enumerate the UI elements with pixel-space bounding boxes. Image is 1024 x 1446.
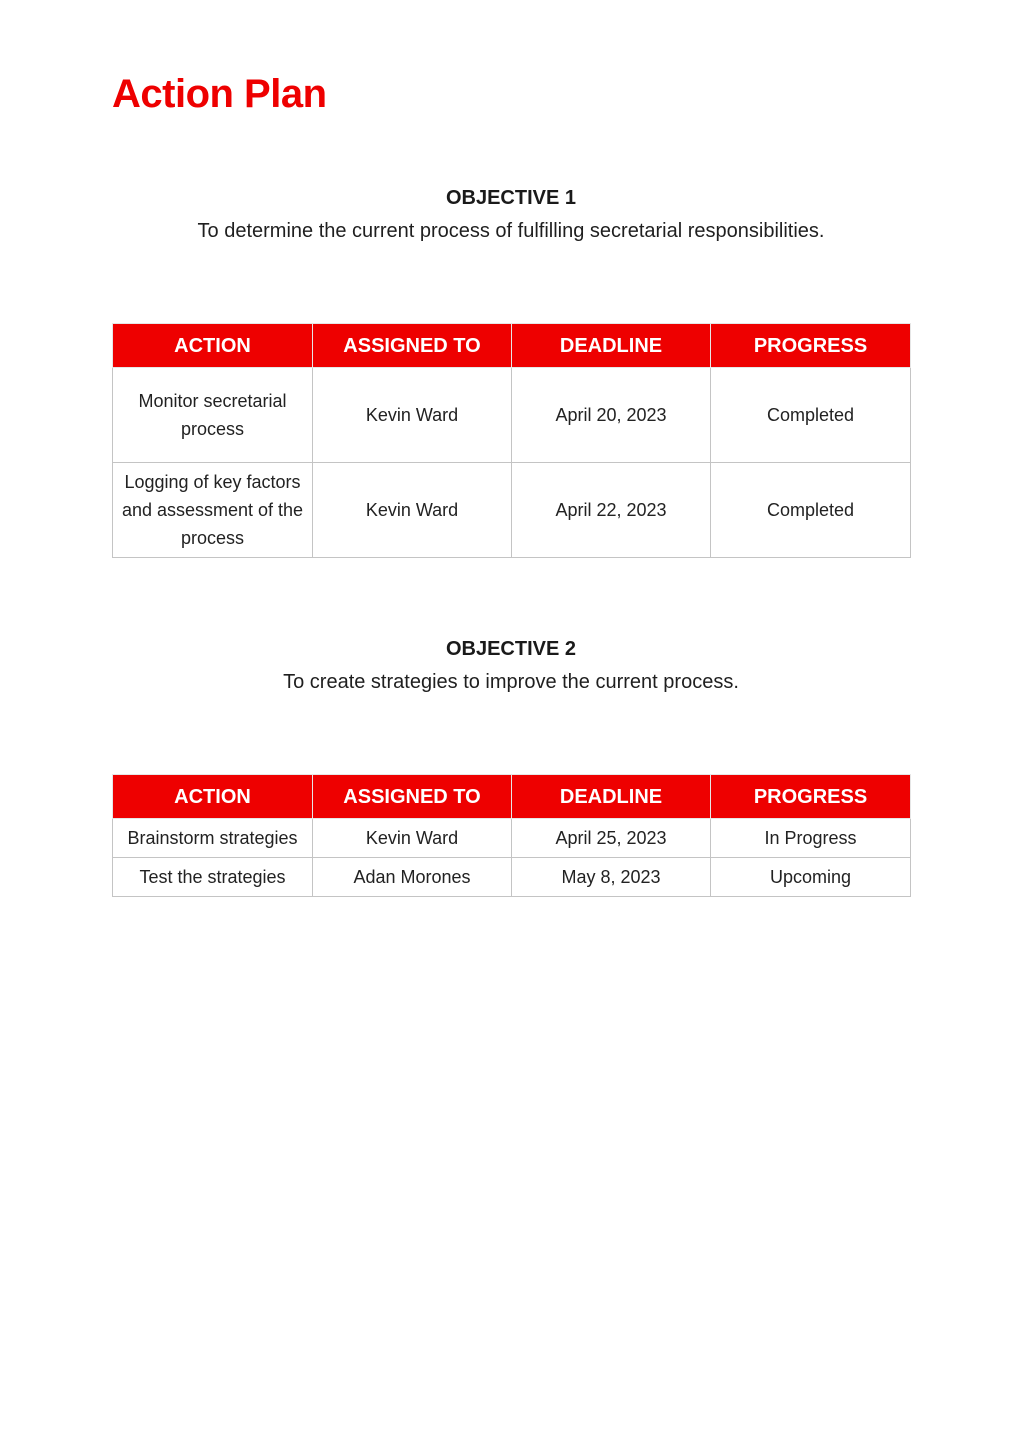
table-header-row: [113, 775, 911, 819]
deadline-cell: April 25, 2023: [512, 819, 711, 858]
action-cell: Test the strategies: [113, 858, 313, 897]
column-header-assigned-to: ASSIGNED TO: [313, 324, 512, 368]
assigned-to-cell: Kevin Ward: [313, 368, 512, 463]
table-row: [113, 858, 911, 897]
column-header-deadline: DEADLINE: [512, 324, 711, 368]
table-row: [113, 463, 911, 558]
objective-2-table: [112, 774, 911, 897]
assigned-to-cell: Kevin Ward: [313, 819, 512, 858]
objective-description: To determine the current process of fulfilling secretarial responsibilities.: [197, 220, 825, 242]
objective-1: [112, 185, 910, 244]
objective-heading: OBJECTIVE 2: [445, 638, 577, 660]
progress-cell: In Progress: [711, 819, 911, 858]
column-header-action: ACTION: [113, 775, 313, 819]
assigned-to-cell: Kevin Ward: [313, 463, 512, 558]
assigned-to-cell: Adan Morones: [313, 858, 512, 897]
objective-2: [112, 636, 910, 695]
action-cell: Logging of key factors and assessment of the process: [113, 463, 313, 558]
table-row: [113, 368, 911, 463]
progress-cell: Upcoming: [711, 858, 911, 897]
column-header-assigned-to: ASSIGNED TO: [313, 775, 512, 819]
objective-1-table: [112, 323, 911, 558]
action-cell: Brainstorm strategies: [113, 819, 313, 858]
column-header-progress: PROGRESS: [711, 324, 911, 368]
table-row: [113, 819, 911, 858]
column-header-deadline: DEADLINE: [512, 775, 711, 819]
progress-cell: Completed: [711, 368, 911, 463]
deadline-cell: April 22, 2023: [512, 463, 711, 558]
progress-cell: Completed: [711, 463, 911, 558]
deadline-cell: May 8, 2023: [512, 858, 711, 897]
column-header-action: ACTION: [113, 324, 313, 368]
column-header-progress: PROGRESS: [711, 775, 911, 819]
objective-heading: OBJECTIVE 1: [445, 187, 577, 209]
table-header-row: [113, 324, 911, 368]
page-title: Action Plan: [112, 72, 327, 116]
objective-description: To create strategies to improve the current process.: [283, 671, 739, 693]
action-cell: Monitor secretarial process: [113, 368, 313, 463]
deadline-cell: April 20, 2023: [512, 368, 711, 463]
